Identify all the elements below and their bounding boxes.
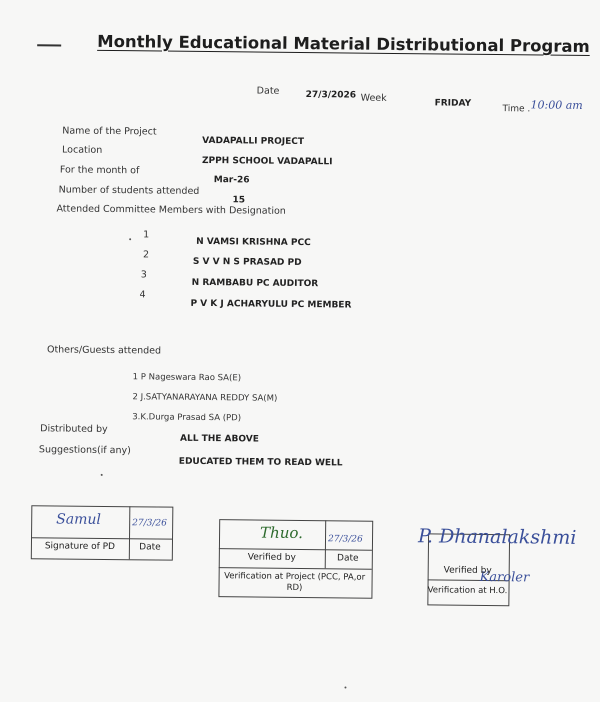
guest-item: 1 P Nageswara Rao SA(E) [132,372,242,384]
time-label: Time . [502,104,531,115]
week-label: Week [360,92,387,104]
distributed-label: Distributed by [40,423,108,435]
project-signature: Thuo. [259,523,304,543]
suggestions-value: EDUCATED THEM TO READ WELL [178,456,343,469]
field-students-value: 15 [232,195,246,206]
project-date-label: Date [337,553,359,564]
field-month-label: For the month of [59,164,140,177]
field-students-label: Number of students attended [58,184,200,197]
time-value: 10:00 am [530,98,583,112]
member-name: N VAMSI KRISHNA PCC [196,236,311,249]
date-value: 27/3/2026 [305,90,357,101]
project-verified-label: Verified by [247,552,296,563]
guest-item: 2 J.SATYANARAYANA REDDY SA(M) [132,392,278,404]
field-project-value: VADAPALLI PROJECT [202,135,305,148]
stray-mark [344,686,346,688]
field-location-value: ZPPH SCHOOL VADAPALLI [201,155,333,168]
week-value: FRIDAY [434,98,472,109]
field-project-label: Name of the Project [62,125,157,138]
document-title: Monthly Educational Material Distributional Program [97,31,590,57]
date-label: Date [256,85,280,97]
guest-item: 3.K.Durga Prasad SA (PD) [132,412,242,424]
member-name: S V V N S PRASAD PD [192,256,302,269]
suggestions-label: Suggestions(if any) [38,444,131,457]
project-date-written: 27/3/26 [327,534,363,545]
ho-verified-label: Verified by [443,565,492,577]
pd-date-written: 27/3/26 [132,518,167,529]
member-num: 3 [140,269,147,281]
guests-label: Others/Guests attended [46,344,162,357]
committee-label: Attended Committee Members with Designation [56,203,286,217]
pd-caption: Signature of PD [44,541,116,553]
bullet-mark [129,238,131,240]
header-dash [37,44,61,46]
member-num: 1 [143,229,150,241]
field-location-label: Location [62,144,103,156]
project-caption: Verification at Project (PCC, PA,or RD) [224,571,366,594]
member-name: N RAMBABU PC AUDITOR [191,277,319,290]
ho-initials: Karoler [479,569,530,586]
field-month-value: Mar-26 [213,175,250,186]
member-name: P V K J ACHARYULU PC MEMBER [190,298,352,311]
member-num: 2 [142,249,150,261]
member-num: 4 [139,289,146,301]
ho-signature: P. Dhanalakshmi [417,525,577,549]
distributed-value: ALL THE ABOVE [180,433,259,445]
ho-caption: Verification at H.O. [427,585,508,597]
pd-date-label: Date [139,542,161,553]
stray-mark [101,474,103,476]
pd-signature: Samul [56,511,102,528]
